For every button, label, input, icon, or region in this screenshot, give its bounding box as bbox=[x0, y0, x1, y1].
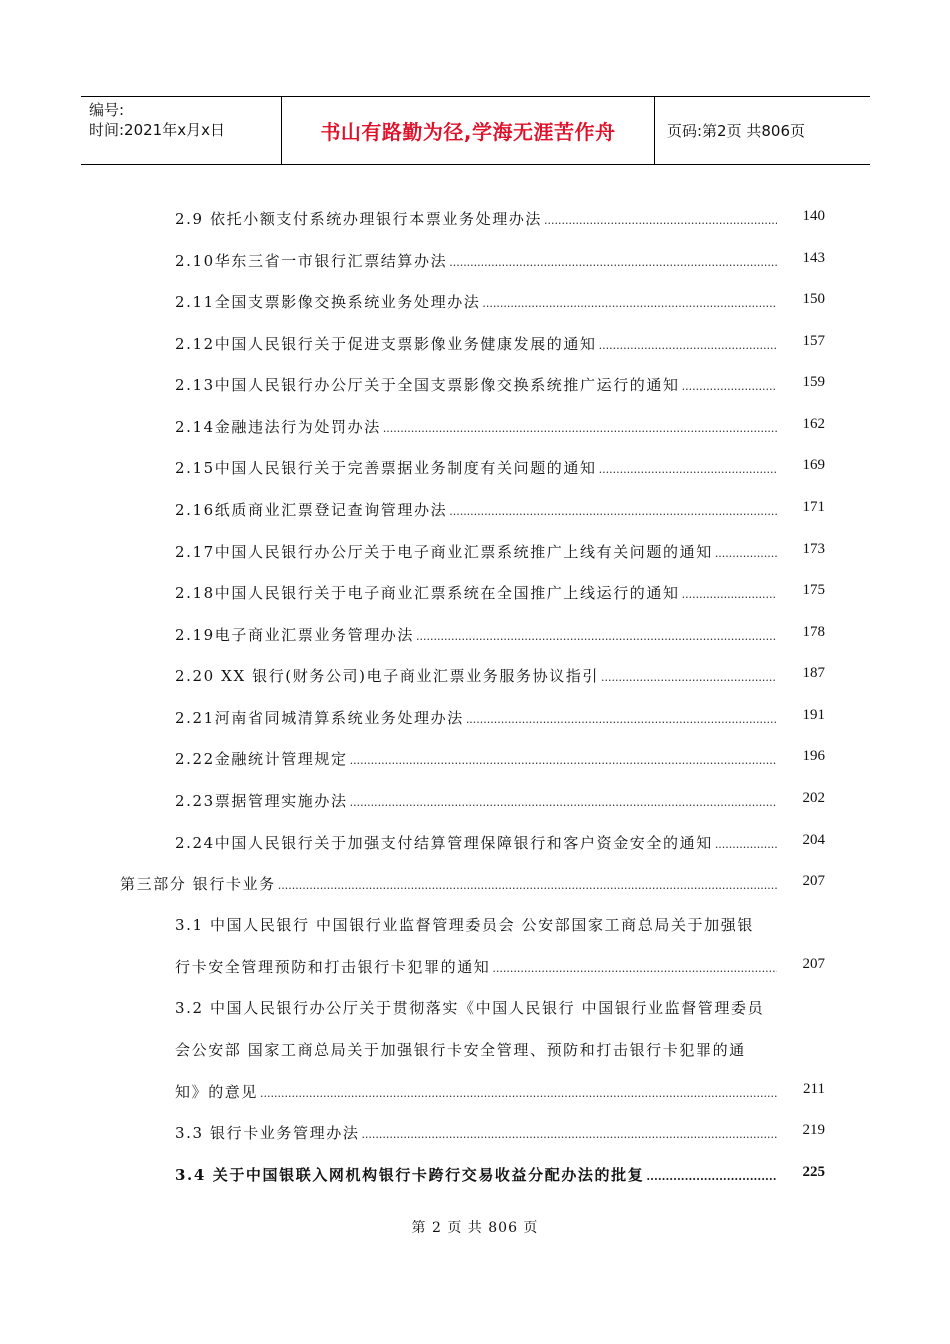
toc-entry-page: 211 bbox=[803, 1081, 825, 1097]
page-header bbox=[81, 96, 870, 165]
leader-dots bbox=[350, 750, 777, 768]
toc-entry-page: 169 bbox=[802, 457, 825, 473]
toc-entry-page: 157 bbox=[802, 333, 825, 349]
toc-entry-title: 2.20 XX 银行(财务公司)电子商业汇票业务服务协议指引 bbox=[175, 667, 599, 685]
toc-entry-title: 3.4 关于中国银联入网机构银行卡跨行交易收益分配办法的批复 bbox=[175, 1166, 645, 1184]
header-meta bbox=[81, 97, 282, 164]
toc-entry-page: 202 bbox=[802, 790, 825, 806]
toc-entry-page: 191 bbox=[802, 707, 825, 723]
page-footer: 第 2 页 共 806 页 bbox=[411, 1220, 539, 1236]
toc-entry-line[interactable]: 会公安部 国家工商总局关于加强银行卡安全管理、预防和打击银行卡犯罪的通 bbox=[175, 1041, 746, 1059]
toc-entry-page: 171 bbox=[802, 499, 825, 515]
toc-entry[interactable] bbox=[175, 956, 825, 977]
toc-entry[interactable] bbox=[175, 374, 825, 395]
toc-entry-title: 知》的意见 bbox=[175, 1083, 259, 1101]
leader-dots bbox=[260, 1083, 777, 1101]
toc-entry-page: 159 bbox=[802, 374, 825, 390]
leader-dots bbox=[492, 958, 777, 976]
toc-entry-title: 2.16纸质商业汇票登记查询管理办法 bbox=[175, 501, 448, 519]
leader-dots bbox=[682, 584, 777, 602]
header-page-info: 页码:第2页 共806页 bbox=[667, 122, 805, 140]
toc-entry-title: 2.17中国人民银行办公厅关于电子商业汇票系统推广上线有关问题的通知 bbox=[175, 543, 713, 561]
leader-dots bbox=[544, 210, 777, 228]
leader-dots bbox=[383, 418, 777, 436]
toc-entry[interactable] bbox=[175, 832, 825, 853]
toc-entry-line[interactable]: 3.1 中国人民银行 中国银行业监督管理委员会 公安部国家工商总局关于加强银 bbox=[175, 916, 754, 934]
toc-entry-title: 2.23票据管理实施办法 bbox=[175, 792, 348, 810]
toc-entry-title: 2.24中国人民银行关于加强支付结算管理保障银行和客户资金安全的通知 bbox=[175, 834, 713, 852]
toc-entry[interactable] bbox=[175, 582, 825, 603]
leader-dots bbox=[715, 543, 777, 561]
toc-entry[interactable] bbox=[175, 748, 825, 769]
toc-entry[interactable] bbox=[175, 541, 825, 562]
leader-dots bbox=[449, 252, 777, 270]
toc-entry-title: 2.14金融违法行为处罚办法 bbox=[175, 418, 381, 436]
toc-entry[interactable] bbox=[175, 250, 825, 271]
leader-dots bbox=[278, 875, 777, 893]
leader-dots bbox=[416, 626, 777, 644]
leader-dots bbox=[601, 667, 777, 685]
toc-entry[interactable] bbox=[175, 1122, 825, 1143]
toc-entry[interactable] bbox=[175, 790, 825, 811]
toc-entry-page: 140 bbox=[802, 208, 825, 224]
toc-entry[interactable] bbox=[175, 1164, 825, 1185]
toc-entry-page: 207 bbox=[802, 873, 825, 889]
toc-entry[interactable] bbox=[175, 333, 825, 354]
toc-entry-title: 2.15中国人民银行关于完善票据业务制度有关问题的通知 bbox=[175, 459, 597, 477]
toc-entry-title: 3.3 银行卡业务管理办法 bbox=[175, 1124, 360, 1142]
header-motto: 书山有路勤为径,学海无涯苦作舟 bbox=[282, 97, 655, 164]
leader-dots bbox=[350, 792, 777, 810]
leader-dots bbox=[466, 709, 777, 727]
toc-entry[interactable] bbox=[175, 291, 825, 312]
leader-dots bbox=[682, 376, 777, 394]
toc-entry-page: 207 bbox=[802, 956, 825, 972]
toc-entry-title: 2.11全国支票影像交换系统业务处理办法 bbox=[175, 293, 481, 311]
toc-entry[interactable] bbox=[175, 457, 825, 478]
toc-entry-page: 178 bbox=[802, 624, 825, 640]
toc-entry-page: 162 bbox=[802, 416, 825, 432]
toc-entry-title: 第三部分 银行卡业务 bbox=[120, 875, 276, 893]
toc-entry[interactable] bbox=[175, 1081, 825, 1102]
toc-entry-page: 143 bbox=[802, 250, 825, 266]
leader-dots bbox=[646, 1166, 777, 1184]
toc-entry-page: 204 bbox=[802, 832, 825, 848]
toc-entry-page: 175 bbox=[802, 582, 825, 598]
leader-dots bbox=[599, 335, 777, 353]
leader-dots bbox=[449, 501, 777, 519]
toc-entry-title: 2.21河南省同城清算系统业务处理办法 bbox=[175, 709, 464, 727]
toc-entry-title: 2.10华东三省一市银行汇票结算办法 bbox=[175, 252, 448, 270]
toc-entry-title: 2.13中国人民银行办公厅关于全国支票影像交换系统推广运行的通知 bbox=[175, 376, 680, 394]
toc-entry[interactable] bbox=[175, 416, 825, 437]
toc-entry-line[interactable]: 3.2 中国人民银行办公厅关于贯彻落实《中国人民银行 中国银行业监督管理委员 bbox=[175, 999, 765, 1017]
toc-entry-page: 196 bbox=[802, 748, 825, 764]
toc-entry[interactable] bbox=[175, 208, 825, 229]
document-time-label: 时间:2021年x月x日 bbox=[89, 121, 225, 139]
toc-entry-title: 2.12中国人民银行关于促进支票影像业务健康发展的通知 bbox=[175, 335, 597, 353]
toc-entry[interactable] bbox=[175, 665, 825, 686]
toc-entry-page: 225 bbox=[802, 1164, 825, 1180]
toc-entry-title: 2.18中国人民银行关于电子商业汇票系统在全国推广上线运行的通知 bbox=[175, 584, 680, 602]
toc-entry-title: 行卡安全管理预防和打击银行卡犯罪的通知 bbox=[175, 958, 491, 976]
toc-entry-page: 219 bbox=[802, 1122, 825, 1138]
toc-section-entry[interactable] bbox=[120, 873, 825, 894]
toc-entry[interactable] bbox=[175, 707, 825, 728]
leader-dots bbox=[361, 1124, 777, 1142]
toc-entry-title: 2.19电子商业汇票业务管理办法 bbox=[175, 626, 414, 644]
toc-entry-page: 187 bbox=[802, 665, 825, 681]
toc-entry-title: 2.9 依托小额支付系统办理银行本票业务处理办法 bbox=[175, 210, 543, 228]
toc-entry-title: 2.22金融统计管理规定 bbox=[175, 750, 348, 768]
toc-entry[interactable] bbox=[175, 499, 825, 520]
leader-dots bbox=[599, 459, 777, 477]
toc-entry-page: 173 bbox=[802, 541, 825, 557]
leader-dots bbox=[715, 834, 777, 852]
document-number-label: 编号: bbox=[89, 101, 125, 119]
toc-entry-page: 150 bbox=[802, 291, 825, 307]
leader-dots bbox=[482, 293, 777, 311]
toc-entry[interactable] bbox=[175, 624, 825, 645]
